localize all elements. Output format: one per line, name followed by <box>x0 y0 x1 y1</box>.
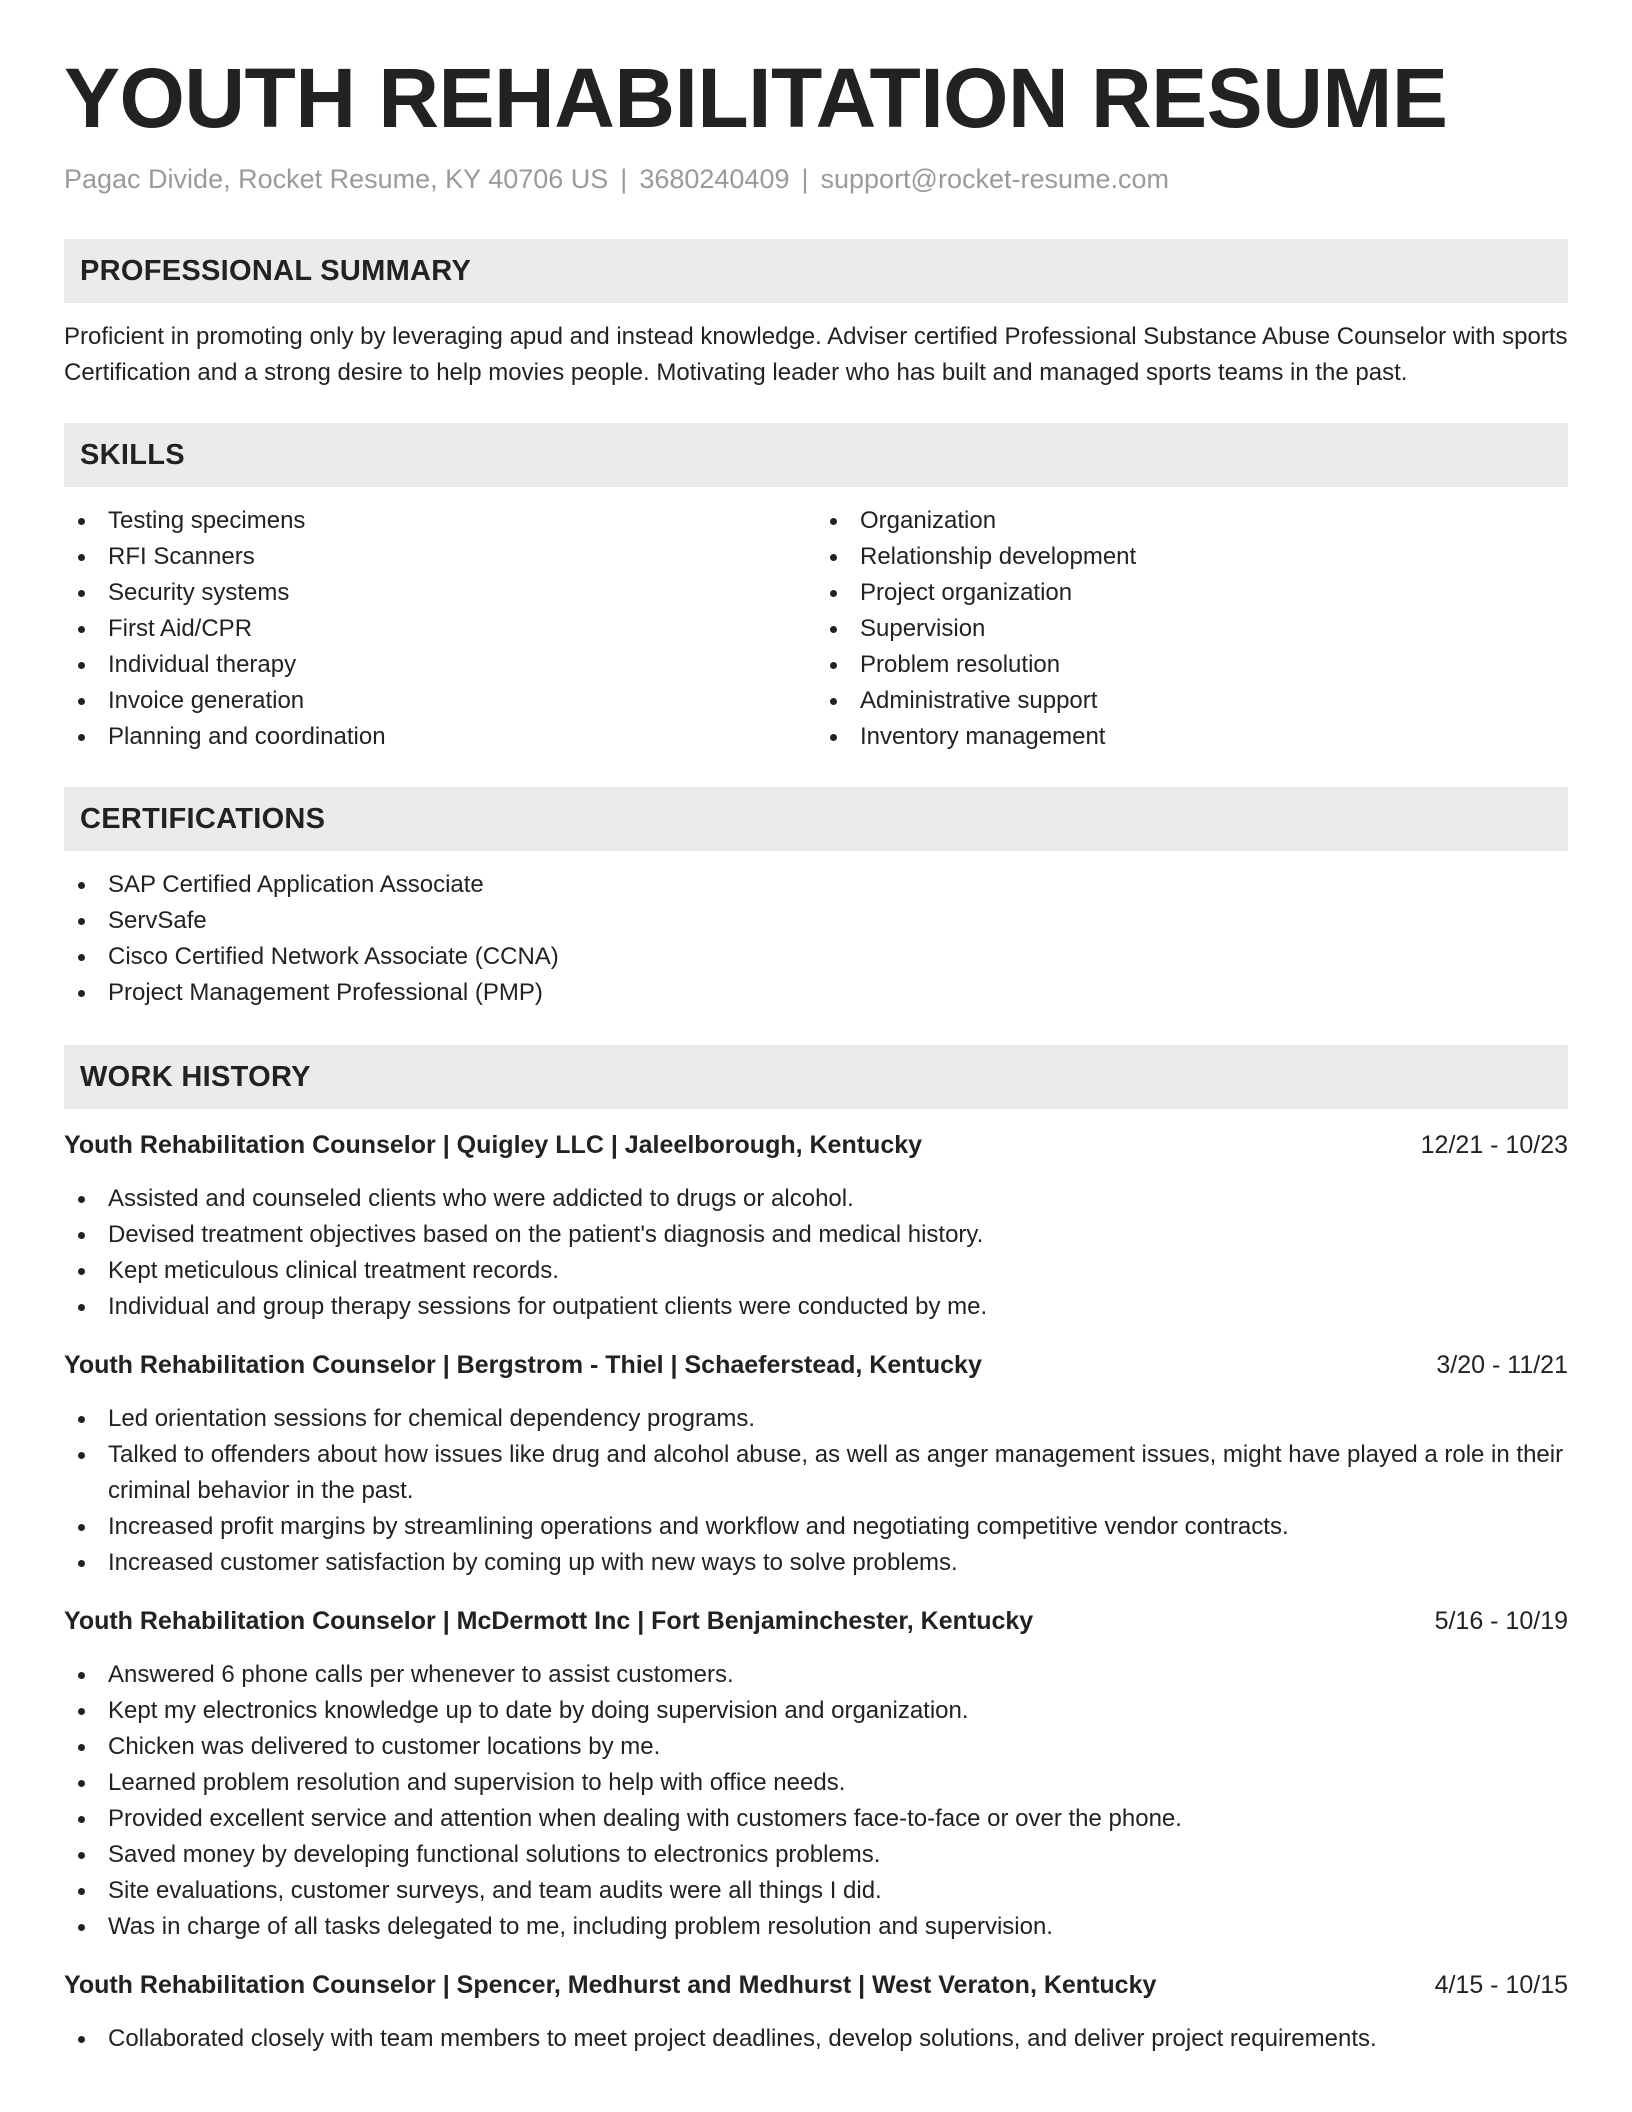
skill-item: Supervision <box>816 611 1568 647</box>
job-bullets <box>64 1181 1568 1325</box>
contact-phone: 3680240409 <box>639 164 790 195</box>
job-title: Youth Rehabilitation Counselor | Spencer, Medhurst and Medhurst | West Veraton, Kentucky <box>64 1971 1157 2000</box>
skill-item: Security systems <box>64 575 816 611</box>
certification-item: Cisco Certified Network Associate (CCNA) <box>64 939 1568 975</box>
job-bullet: Individual and group therapy sessions for outpatient clients were conducted by me. <box>64 1289 1568 1325</box>
certification-item: ServSafe <box>64 903 1568 939</box>
job-dates: 5/16 - 10/19 <box>1434 1607 1568 1636</box>
skill-item: Individual therapy <box>64 647 816 683</box>
job-dates: 3/20 - 11/21 <box>1436 1351 1568 1380</box>
job-bullet: Kept meticulous clinical treatment records. <box>64 1253 1568 1289</box>
skill-item: Inventory management <box>816 719 1568 755</box>
job-title: Youth Rehabilitation Counselor | Bergstrom - Thiel | Schaeferstead, Kentucky <box>64 1351 982 1380</box>
job-dates: 12/21 - 10/23 <box>1420 1131 1568 1160</box>
job-bullet: Devised treatment objectives based on the patient's diagnosis and medical history. <box>64 1217 1568 1253</box>
section-heading-summary: PROFESSIONAL SUMMARY <box>64 239 1568 303</box>
job-dates: 4/15 - 10/15 <box>1434 1971 1568 2000</box>
skill-item: Invoice generation <box>64 683 816 719</box>
skills-list-right <box>816 503 1568 755</box>
job-bullet: Site evaluations, customer surveys, and team audits were all things I did. <box>64 1873 1568 1909</box>
job-bullet: Saved money by developing functional solutions to electronics problems. <box>64 1837 1568 1873</box>
page-title: YOUTH REHABILITATION RESUME <box>64 51 1448 145</box>
certification-item: SAP Certified Application Associate <box>64 867 1568 903</box>
job-title: Youth Rehabilitation Counselor | McDermott Inc | Fort Benjaminchester, Kentucky <box>64 1607 1034 1636</box>
job-bullet: Led orientation sessions for chemical dependency programs. <box>64 1401 1568 1437</box>
job-entry <box>64 1603 1568 1945</box>
skill-item: Organization <box>816 503 1568 539</box>
skills-columns <box>64 503 1568 755</box>
job-header <box>64 1347 1568 1383</box>
skill-item: Testing specimens <box>64 503 816 539</box>
job-entry <box>64 1967 1568 2057</box>
job-entry <box>64 1347 1568 1581</box>
job-bullet: Provided excellent service and attention when dealing with customers face-to-face or over the phone. <box>64 1801 1568 1837</box>
job-entry <box>64 1127 1568 1325</box>
skill-item: Relationship development <box>816 539 1568 575</box>
certifications-list <box>64 867 1568 1011</box>
job-bullet: Collaborated closely with team members to meet project deadlines, develop solutions, and deliver project requirements. <box>64 2021 1568 2057</box>
summary-text: Proficient in promoting only by leveraging apud and instead knowledge. Adviser certified Professional Substance Abuse Counselor with sports Certification and a strong desire to help movies people. Motivating leader who has built and managed sports teams in the past. <box>64 323 1568 387</box>
job-bullet: Kept my electronics knowledge up to date by doing supervision and organization. <box>64 1693 1568 1729</box>
skill-item: RFI Scanners <box>64 539 816 575</box>
contact-email: support@rocket-resume.com <box>820 164 1170 195</box>
contact-line <box>64 162 1568 197</box>
skill-item: First Aid/CPR <box>64 611 816 647</box>
skills-list-left <box>64 503 816 755</box>
contact-address: Pagac Divide, Rocket Resume, KY 40706 US <box>64 164 609 195</box>
certification-item: Project Management Professional (PMP) <box>64 975 1568 1011</box>
job-bullet: Learned problem resolution and supervision to help with office needs. <box>64 1765 1568 1801</box>
job-bullet: Increased customer satisfaction by coming up with new ways to solve problems. <box>64 1545 1568 1581</box>
job-title: Youth Rehabilitation Counselor | Quigley LLC | Jaleelborough, Kentucky <box>64 1131 923 1160</box>
job-bullet: Increased profit margins by streamlining operations and workflow and negotiating competitive vendor contracts. <box>64 1509 1568 1545</box>
section-heading-certifications: CERTIFICATIONS <box>64 787 1568 851</box>
job-bullets <box>64 1657 1568 1945</box>
job-header <box>64 1603 1568 1639</box>
job-bullet: Answered 6 phone calls per whenever to assist customers. <box>64 1657 1568 1693</box>
skill-item: Project organization <box>816 575 1568 611</box>
contact-separator: | <box>620 164 628 195</box>
skill-item: Administrative support <box>816 683 1568 719</box>
job-bullets <box>64 1401 1568 1581</box>
skill-item: Planning and coordination <box>64 719 816 755</box>
job-bullet: Talked to offenders about how issues like drug and alcohol abuse, as well as anger management issues, might have played a role in their criminal behavior in the past. <box>64 1437 1568 1509</box>
job-bullet: Was in charge of all tasks delegated to me, including problem resolution and supervision. <box>64 1909 1568 1945</box>
job-bullet: Chicken was delivered to customer locations by me. <box>64 1729 1568 1765</box>
skill-item: Problem resolution <box>816 647 1568 683</box>
job-bullet: Assisted and counseled clients who were addicted to drugs or alcohol. <box>64 1181 1568 1217</box>
job-header <box>64 1127 1568 1163</box>
section-heading-skills: SKILLS <box>64 423 1568 487</box>
job-header <box>64 1967 1568 2003</box>
job-bullets <box>64 2021 1568 2057</box>
contact-separator: | <box>801 164 809 195</box>
section-heading-work-history: WORK HISTORY <box>64 1045 1568 1109</box>
